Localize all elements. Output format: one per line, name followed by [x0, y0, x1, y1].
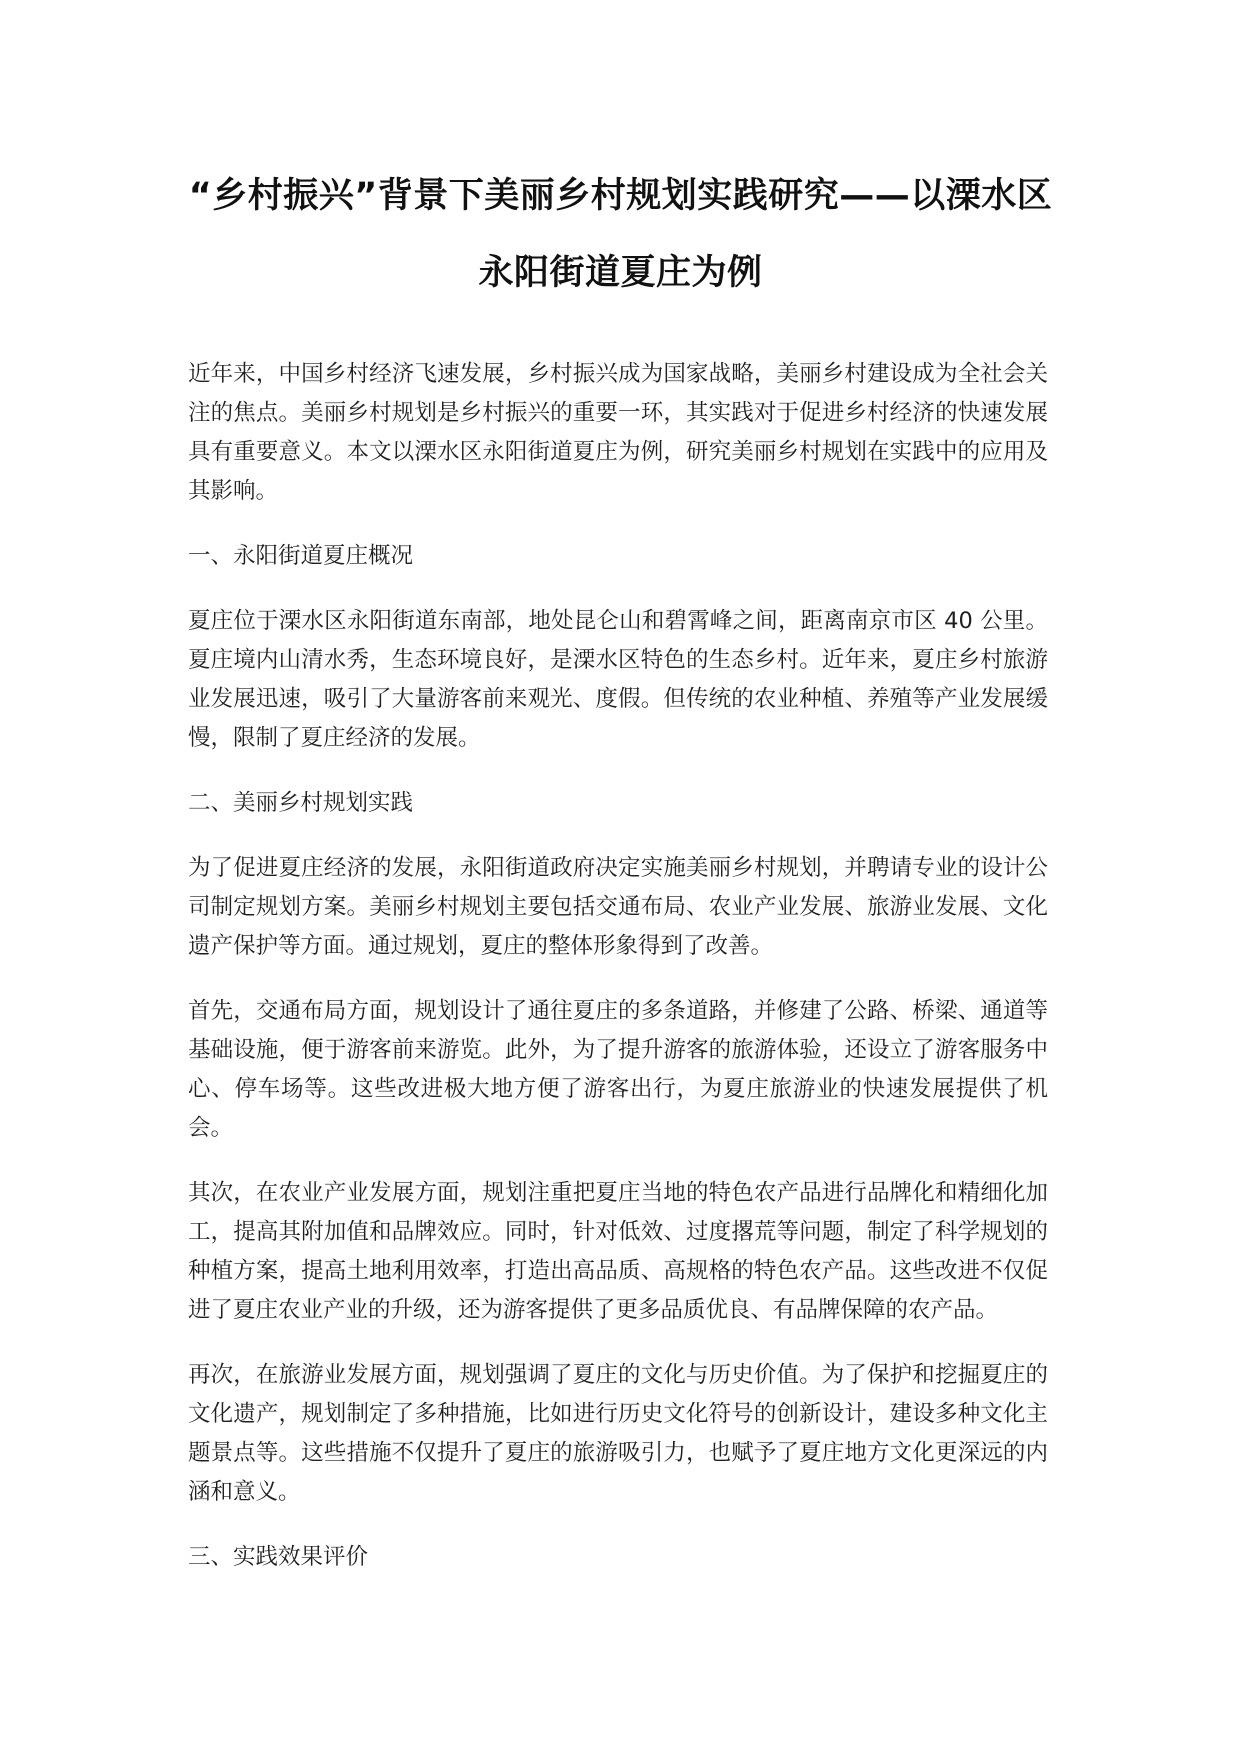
- document-title: [150, 158, 1091, 312]
- section-heading-1: 一、永阳街道夏庄概况: [188, 543, 414, 569]
- section-heading-2: 二、美丽乡村规划实践: [188, 790, 414, 816]
- paragraph-transport: 首先，交通布局方面，规划设计了通往夏庄的多条道路，并修建了公路、桥梁、通道等基础设施，便于游客前来游览。此外，为了提升游客的旅游体验，还设立了游客服务中心、停车场等。这些改进极大地方便了游客出行，为夏庄旅游业的快速发展提供了机会。: [188, 998, 1048, 1141]
- title-line-2: 永阳街道夏庄为例: [478, 253, 763, 293]
- title-line-1: “乡村振兴”背景下美丽乡村规划实践研究——以溧水区: [188, 176, 1053, 216]
- paragraph-tourism: 再次，在旅游业发展方面，规划强调了夏庄的文化与历史价值。为了保护和挖掘夏庄的文化遗产，规划制定了多种措施，比如进行历史文化符号的创新设计，建设多种文化主题景点等。这些措施不仅提升了夏庄的旅游吸引力，也赋予了夏庄地方文化更深远的内涵和意义。: [188, 1362, 1048, 1505]
- paragraph-planning: 为了促进夏庄经济的发展，永阳街道政府决定实施美丽乡村规划，并聘请专业的设计公司制定规划方案。美丽乡村规划主要包括交通布局、农业产业发展、旅游业发展、文化遗产保护等方面。通过规划，夏庄的整体形象得到了改善。: [188, 855, 1048, 959]
- paragraph-agriculture: 其次，在农业产业发展方面，规划注重把夏庄当地的特色农产品进行品牌化和精细化加工，提高其附加值和品牌效应。同时，针对低效、过度撂荒等问题，制定了科学规划的种植方案，提高土地利用效率，打造出高品质、高规格的特色农产品。这些改进不仅促进了夏庄农业产业的升级，还为游客提供了更多品质优良、有品牌保障的农产品。: [188, 1180, 1048, 1323]
- paragraph-intro: 近年来，中国乡村经济飞速发展，乡村振兴成为国家战略，美丽乡村建设成为全社会关注的焦点。美丽乡村规划是乡村振兴的重要一环，其实践对于促进乡村经济的快速发展具有重要意义。本文以溧水区永阳街道夏庄为例，研究美丽乡村规划在实践中的应用及其影响。: [188, 361, 1048, 504]
- section-heading-3: 三、实践效果评价: [188, 1544, 369, 1570]
- paragraph-overview: 夏庄位于溧水区永阳街道东南部，地处昆仑山和碧霄峰之间，距离南京市区 40 公里。夏庄境内山清水秀，生态环境良好，是溧水区特色的生态乡村。近年来，夏庄乡村旅游业发展迅速，吸引了大量游客前来观光、度假。但传统的农业种植、养殖等产业发展缓慢，限制了夏庄经济的发展。: [188, 608, 1048, 751]
- document-body: [188, 355, 1048, 1577]
